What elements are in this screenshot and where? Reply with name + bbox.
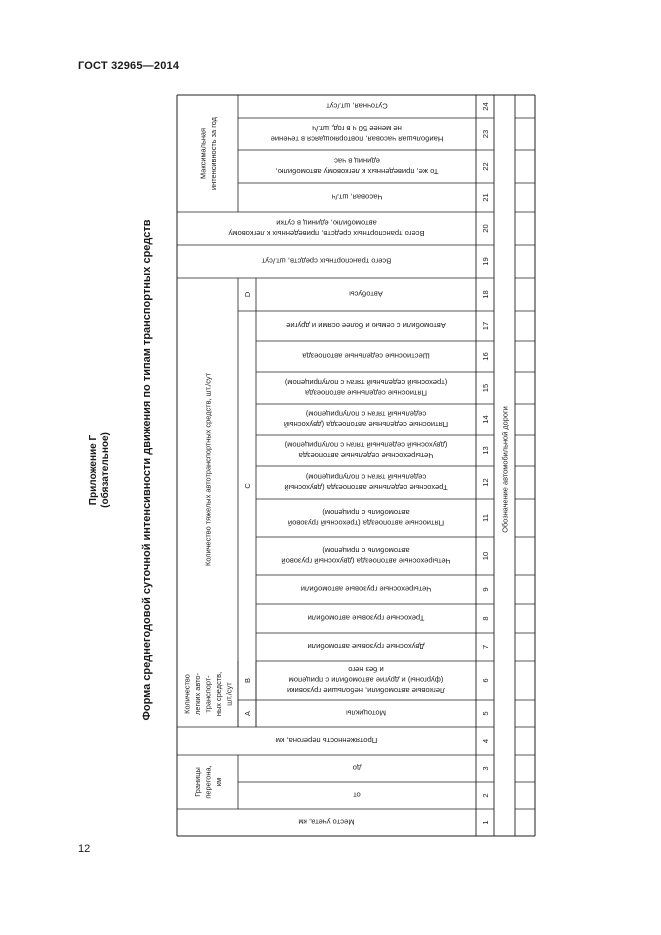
boundaries-header: Границы перегона, км: [193, 765, 223, 799]
column-label-23: Наибольшая часовая, повторяющаяся в течениене менее 50 ч в год, шт./ч: [270, 123, 444, 144]
column-label-12: Трехосные седельные автопоезда (двухосныйседельный тягач с полуприцепом): [284, 472, 448, 492]
column-label-9: Четырехосные грузовые автомобили: [300, 584, 432, 594]
column-label-1: Место учета, км: [298, 817, 355, 827]
subgroup-a-label: A: [243, 711, 252, 716]
column-number-22: 22: [481, 162, 490, 171]
column-number-5: 5: [481, 711, 490, 716]
column-number-11: 11: [481, 514, 490, 522]
column-number-10: 10: [481, 551, 490, 561]
column-number-24: 24: [481, 102, 490, 111]
column-number-12: 12: [481, 478, 490, 487]
column-label-19: Всего транспортных средств, шт./сут: [261, 256, 392, 266]
column-number-20: 20: [481, 224, 490, 233]
column-number-2: 2: [481, 793, 490, 798]
column-label-15: Пятиосные седельные автопоезда(трехосный седельный тягач с полуприцепом): [284, 377, 448, 398]
column-label-5: Мотоциклы: [346, 708, 386, 718]
column-label-7: Двухосные грузовые автомобили: [307, 642, 425, 651]
column-label-8: Трехосные грузовые автомобили: [307, 613, 425, 623]
column-label-4: Протяженность перегона, км: [275, 736, 378, 745]
column-label-18: Автобусы: [349, 289, 383, 299]
column-label-22: То же, приведенных к легковому автомобилю,единиц в час: [275, 156, 439, 176]
column-number-21: 21: [481, 193, 490, 202]
column-label-2: от: [353, 790, 361, 800]
column-label-13: Четырехосные седельные автопоезда(двухосный седельный тягач с полуприцепом): [284, 440, 448, 460]
document-code: ГОСТ 32965—2014: [78, 60, 180, 72]
column-label-6: Легковые автомобили, небольшие грузовики(фургоны) и другие автомобили с прицепоми без него: [286, 665, 446, 695]
column-label-14: Пятиосные седельные автопоезда (двухосныйседельный тягач с полуприцепом): [283, 409, 449, 429]
subgroup-b-label: B: [243, 678, 252, 683]
column-number-23: 23: [481, 129, 490, 139]
column-label-17: Автомобили с семью и более осями и другие: [286, 321, 446, 330]
column-number-7: 7: [481, 644, 490, 650]
subgroup-d-label: D: [243, 291, 252, 298]
annex-status: (обязательное): [100, 432, 111, 508]
column-label-21: Часовая, шт./ч: [331, 192, 383, 202]
column-number-4: 4: [481, 738, 490, 744]
column-number-19: 19: [481, 257, 490, 266]
column-number-18: 18: [481, 290, 490, 299]
column-number-1: 1: [481, 820, 490, 825]
column-label-11: Пятиосные автопоезда (трехосный грузовойавтомобиль с прицепом): [287, 507, 445, 528]
column-number-15: 15: [481, 383, 490, 393]
max-intensity-header: Максимальная интенсивность за год: [198, 117, 218, 190]
column-number-9: 9: [481, 587, 490, 592]
column-number-6: 6: [481, 678, 490, 683]
column-label-10: Четырехосные автопоезда (двухосный грузовойавтомобиль с прицепом): [281, 545, 451, 566]
column-number-14: 14: [481, 415, 490, 424]
column-number-8: 8: [481, 616, 490, 621]
column-number-3: 3: [481, 766, 490, 771]
road-designation-label: Обозначение автомобильной дороги: [500, 406, 510, 533]
column-number-17: 17: [481, 321, 490, 331]
column-number-16: 16: [481, 352, 490, 361]
form-title: Форма среднегодовой суточной интенсивности движения по типам транспортных средств: [141, 219, 153, 721]
column-label-16: Шестиосные седельные автопоезда: [302, 351, 430, 361]
column-label-20: Всего транспортных средств, приведенных к легковомуавтомобилю, единиц в сутки: [228, 218, 425, 238]
column-label-24: Суточная, шт./сут: [326, 101, 388, 111]
annex-title: Приложение Г: [88, 434, 99, 506]
subgroup-c-label: C: [243, 483, 252, 489]
page-number: 12: [78, 843, 91, 855]
light-vehicles-header: Количество легких авто- транспорт- ных средств, шт./сут: [182, 671, 234, 717]
column-label-3: до: [352, 763, 362, 773]
heavy-vehicles-header: Количество тяжелых автотранспортных средств, шт./сут: [203, 373, 213, 566]
column-number-13: 13: [481, 446, 490, 455]
